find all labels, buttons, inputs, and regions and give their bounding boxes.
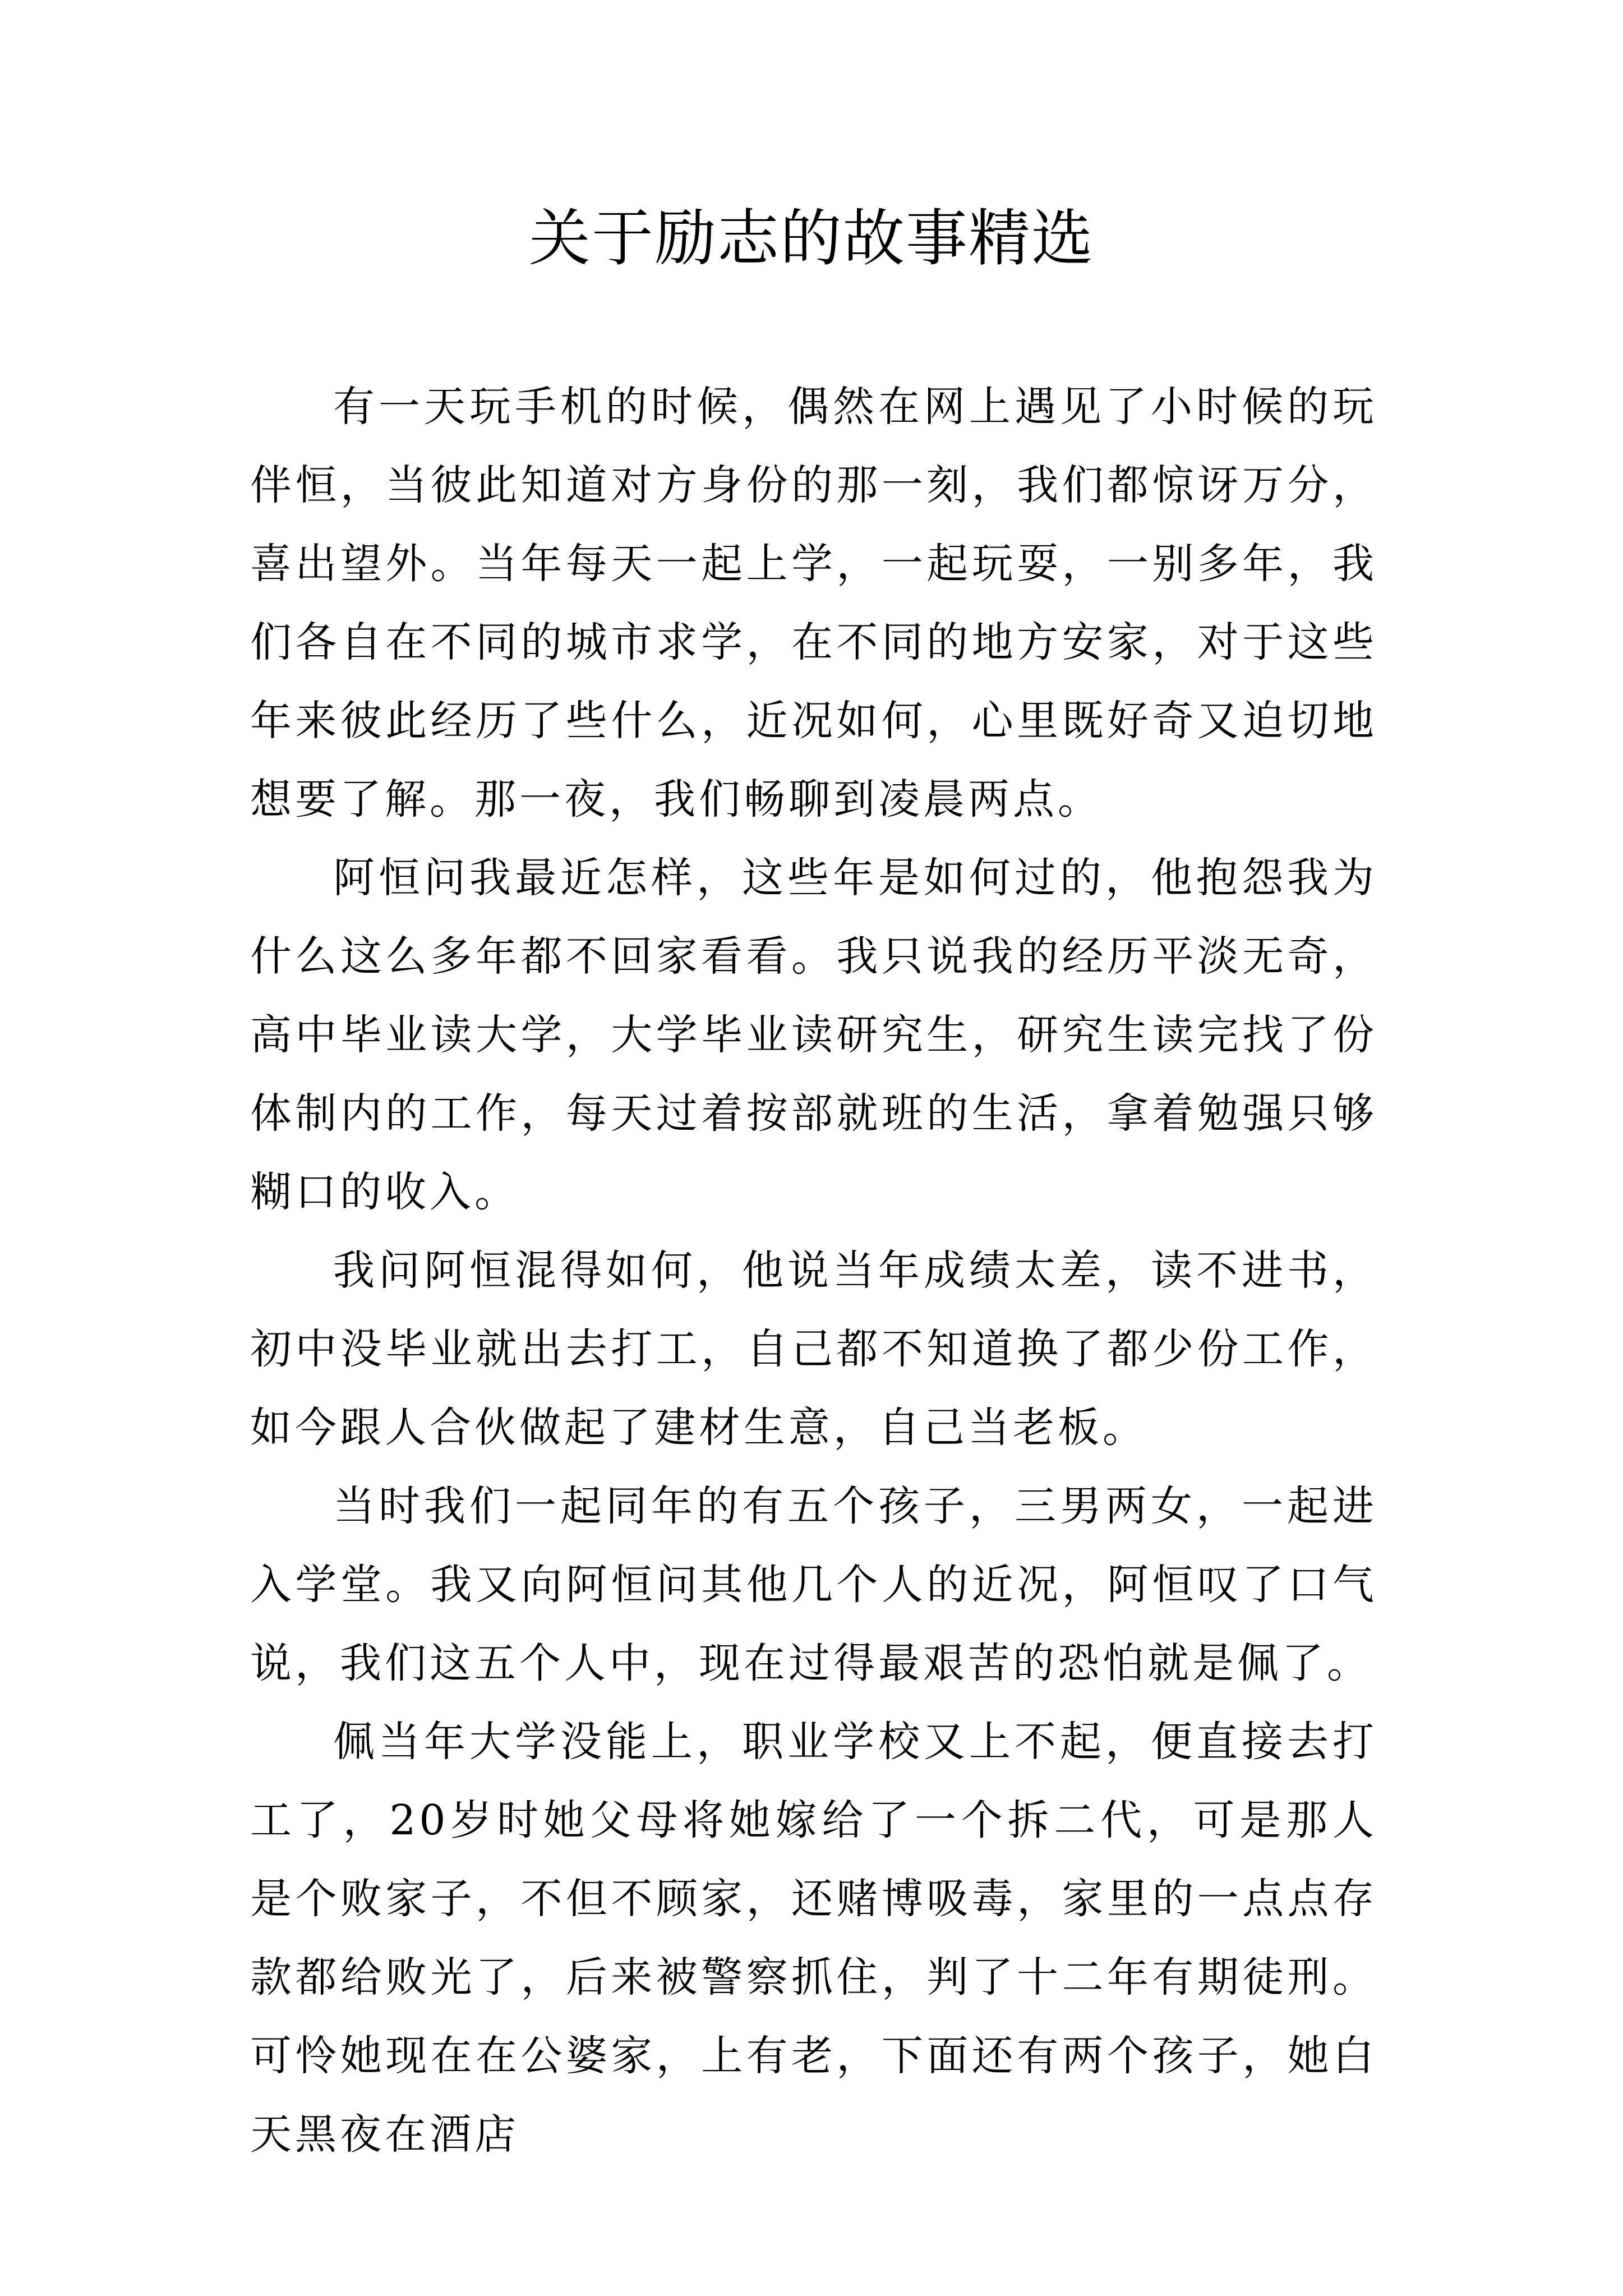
paragraph-2: 阿恒问我最近怎样，这些年是如何过的，他抱怨我为什么这么多年都不回家看看。我只说我的经历平淡无奇，高中毕业读大学，大学毕业读研究生，研究生读完找了份体制内的工作，每天过着按部就班的生活，拿着勉强只够糊口的收入。 xyxy=(250,854,1377,1216)
paragraph-1: 有一天玩手机的时候，偶然在网上遇见了小时候的玩伴恒，当彼此知道对方身份的那一刻，我们都惊讶万分，喜出望外。当年每天一起上学，一起玩耍，一别多年，我们各自在不同的城市求学，在不同的地方安家，对于这些年来彼此经历了些什么，近况如何，心里既好奇又迫切地想要了解。那一夜，我们畅聊到凌晨两点。 xyxy=(250,383,1377,823)
paragraph-4: 当时我们一起同年的有五个孩子，三男两女，一起进入学堂。我又向阿恒问其他几个人的近况，阿恒叹了口气说，我们这五个人中，现在过得最艰苦的恐怕就是佩了。 xyxy=(250,1482,1377,1687)
paragraph-3: 我问阿恒混得如何，他说当年成绩太差，读不进书，初中没毕业就出去打工，自己都不知道换了都少份工作，如今跟人合伙做起了建材生意，自己当老板。 xyxy=(250,1246,1377,1452)
document-body xyxy=(250,367,1377,2174)
paragraph-5: 佩当年大学没能上，职业学校又上不起，便直接去打工了，20岁时她父母将她嫁给了一个拆二代，可是那人是个败家子，不但不顾家，还赌博吸毒，家里的一点点存款都给败光了，后来被警察抓住，判了十二年有期徒刑。可怜她现在在公婆家，上有老，下面还有两个孩子，她白天黑夜在酒店 xyxy=(250,1718,1377,2159)
document-title: 关于励志的故事精选 xyxy=(529,203,1094,274)
